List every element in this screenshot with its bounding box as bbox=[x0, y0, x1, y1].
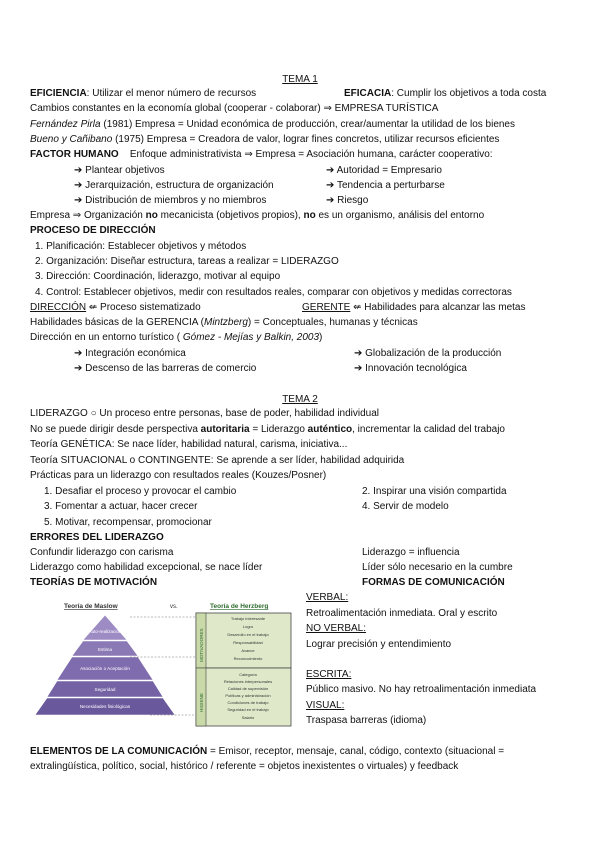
escrita-label: ESCRITA: bbox=[306, 669, 352, 680]
maslow-level-label: Auto-realización bbox=[88, 629, 122, 634]
visual-label: VISUAL: bbox=[306, 700, 345, 711]
proceso-item: 3. Dirección: Coordinación, liderazgo, motivar al equipo bbox=[35, 271, 281, 282]
proceso-item: 4. Control: Establecer objetivos, medir con resultados reales, comparar con objetivos y medidas correctoras bbox=[35, 287, 512, 298]
motivador-item: Responsabilidad bbox=[233, 640, 263, 645]
factor-left-item: ➔ Distribución de miembros y no miembros bbox=[74, 195, 267, 206]
escrita-text: Público masivo. No hay retroalimentación inmediata bbox=[306, 684, 537, 695]
factor-humano-line: FACTOR HUMANO Enfoque administrativista ⇒ Empresa = Asociación humana, carácter cooperativo: bbox=[30, 149, 493, 160]
elementos-line: ELEMENTOS DE LA COMUNICACIÓN = Emisor, receptor, mensaje, canal, código, contexto (situacional = bbox=[30, 746, 505, 757]
practicas-left-item: 3. Fomentar a actuar, hacer crecer bbox=[44, 501, 198, 512]
proceso-title: PROCESO DE DIRECCIÓN bbox=[30, 225, 156, 236]
motivador-item: Avance bbox=[241, 648, 255, 653]
elementos-line-2: extralingüística, político, social, histórico / referente = objetos inexistentes o virtuales) y feedback bbox=[30, 761, 459, 772]
errores-title: ERRORES DEL LIDERAZGO bbox=[30, 532, 164, 543]
tema2-title: TEMA 2 bbox=[282, 394, 318, 405]
tema1-title: TEMA 1 bbox=[282, 74, 318, 85]
pyramid-level-1 bbox=[83, 615, 127, 640]
factor-right-item: ➔ Tendencia a perturbarse bbox=[326, 180, 445, 191]
maslow-level-label: Asociación o Aceptación bbox=[80, 666, 130, 671]
practicas-left-item: 1. Desafiar el proceso y provocar el cambio bbox=[44, 486, 237, 497]
habilidades-line: Habilidades básicas de la GERENCIA (Mintzberg) = Conceptuales, humanas y técnicas bbox=[30, 317, 418, 328]
entorno-line: Dirección en un entorno turístico ( Gómez - Mejías y Balkin, 2003) bbox=[30, 332, 323, 343]
errores-left-item: Liderazgo como habilidad excepcional, se nace líder bbox=[30, 562, 263, 573]
entorno-left-item: ➔ Integración económica bbox=[74, 348, 186, 359]
genetica-line: Teoría GENÉTICA: Se nace líder, habilidad natural, carisma, iniciativa... bbox=[30, 439, 348, 450]
proceso-item: 2. Organización: Diseñar estructura, tareas a realizar = LIDERAZGO bbox=[35, 256, 339, 267]
maslow-level-label: Necesidades fisiológicas bbox=[79, 704, 131, 709]
motivador-item: Reconocimiento bbox=[233, 656, 263, 661]
entorno-left-item: ➔ Descenso de las barreras de comercio bbox=[74, 363, 257, 374]
higiene-item: Calidad de supervisión bbox=[227, 686, 269, 691]
eficacia-line: EFICACIA: Cumplir los objetivos a toda costa bbox=[344, 88, 547, 99]
factor-right-item: ➔ Autoridad = Empresario bbox=[326, 165, 442, 176]
bueno-line: Bueno y Cañibano (1975) Empresa = Creadora de valor, lograr fines concretos, utilizar recursos eficientes bbox=[30, 134, 500, 145]
entorno-right-item: ➔ Innovación tecnológica bbox=[354, 363, 467, 374]
noverbal-label: NO VERBAL: bbox=[306, 623, 367, 634]
higiene-item: Relaciones interpersonales bbox=[223, 679, 273, 684]
noverbal-text: Lograr precisión y entendimiento bbox=[306, 639, 452, 650]
liderazgo-line: LIDERAZGO ○ Un proceso entre personas, base de poder, habilidad individual bbox=[30, 408, 380, 419]
herzberg-title: Teoría de Herzberg bbox=[210, 603, 269, 610]
factor-left-item: ➔ Plantear objetivos bbox=[74, 165, 165, 176]
cambios-line: Cambios constantes en la economía global (cooperar - colaborar) ⇒ EMPRESA TURÍSTICA bbox=[30, 103, 439, 114]
maslow-title: Teoría de Maslow bbox=[64, 603, 118, 610]
higiene-item: Condiciones de trabajo bbox=[227, 700, 269, 705]
errores-right-item: Líder sólo necesario en la cumbre bbox=[362, 562, 513, 573]
factor-left-item: ➔ Jerarquización, estructura de organización bbox=[74, 180, 274, 191]
proceso-item: 1. Planificación: Establecer objetivos y métodos bbox=[35, 241, 247, 252]
pirla-line: Fernández Pirla (1981) Empresa = Unidad económica de producción, crear/aumentar la utilidad de los bienes bbox=[30, 119, 515, 130]
eficiencia-line: EFICIENCIA: Utilizar el menor número de recursos bbox=[30, 88, 257, 99]
entorno-right-item: ➔ Globalización de la producción bbox=[354, 348, 502, 359]
maslow-herzberg-diagram bbox=[30, 602, 300, 732]
noes-line: No se puede dirigir desde perspectiva autoritaria = Liderazgo auténtico, incrementar la calidad del trabajo bbox=[30, 424, 505, 435]
comunicacion-title: FORMAS DE COMUNICACIÓN bbox=[362, 577, 505, 588]
motivadores-label: MOTIVADORES bbox=[199, 628, 204, 662]
higiene-item: Salario bbox=[241, 715, 255, 720]
errores-left-item: Confundir liderazgo con carisma bbox=[30, 547, 174, 558]
vs-label: vs. bbox=[170, 604, 178, 610]
motivador-item: Trabajo interesante bbox=[230, 616, 266, 621]
motivador-item: Desarrollo en el trabajo bbox=[227, 632, 269, 637]
maslow-level-label: Estima bbox=[97, 647, 113, 652]
higiene-label: HIGIENE bbox=[199, 693, 204, 712]
higiene-item: Seguridad en el trabajo bbox=[227, 707, 269, 712]
verbal-text: Retroalimentación inmediata. Oral y escrito bbox=[306, 608, 498, 619]
higiene-item: Políticas y administración bbox=[225, 693, 271, 698]
visual-text: Traspasa barreras (idioma) bbox=[306, 715, 427, 726]
practicas-right-item: 2. Inspirar una visión compartida bbox=[362, 486, 507, 497]
practicas-right-item: 4. Servir de modelo bbox=[362, 501, 449, 512]
higiene-item: Categoría bbox=[239, 672, 257, 677]
errores-right-item: Liderazgo = influencia bbox=[362, 547, 460, 558]
motivador-item: Logro bbox=[242, 624, 254, 629]
practicas-left-item: 5. Motivar, recompensar, promocionar bbox=[44, 517, 212, 528]
direccion-line: DIRECCIÓN ⇍ Proceso sistematizado bbox=[30, 302, 201, 313]
gerente-line: GERENTE ⇍ Habilidades para alcanzar las metas bbox=[302, 302, 526, 313]
situacional-line: Teoría SITUACIONAL o CONTINGENTE: Se aprende a ser líder, habilidad adquirida bbox=[30, 455, 405, 466]
factor-right-item: ➔ Riesgo bbox=[326, 195, 369, 206]
verbal-label: VERBAL: bbox=[306, 592, 349, 603]
motivacion-title: TEORÍAS DE MOTIVACIÓN bbox=[30, 577, 158, 588]
maslow-level-label: Seguridad bbox=[94, 687, 116, 692]
organizacion-line: Empresa ⇒ Organización no mecanicista (objetivos propios), no es un organismo, análisis del entorno bbox=[30, 210, 485, 221]
practicas-line: Prácticas para un liderazgo con resultados reales (Kouzes/Posner) bbox=[30, 470, 327, 481]
